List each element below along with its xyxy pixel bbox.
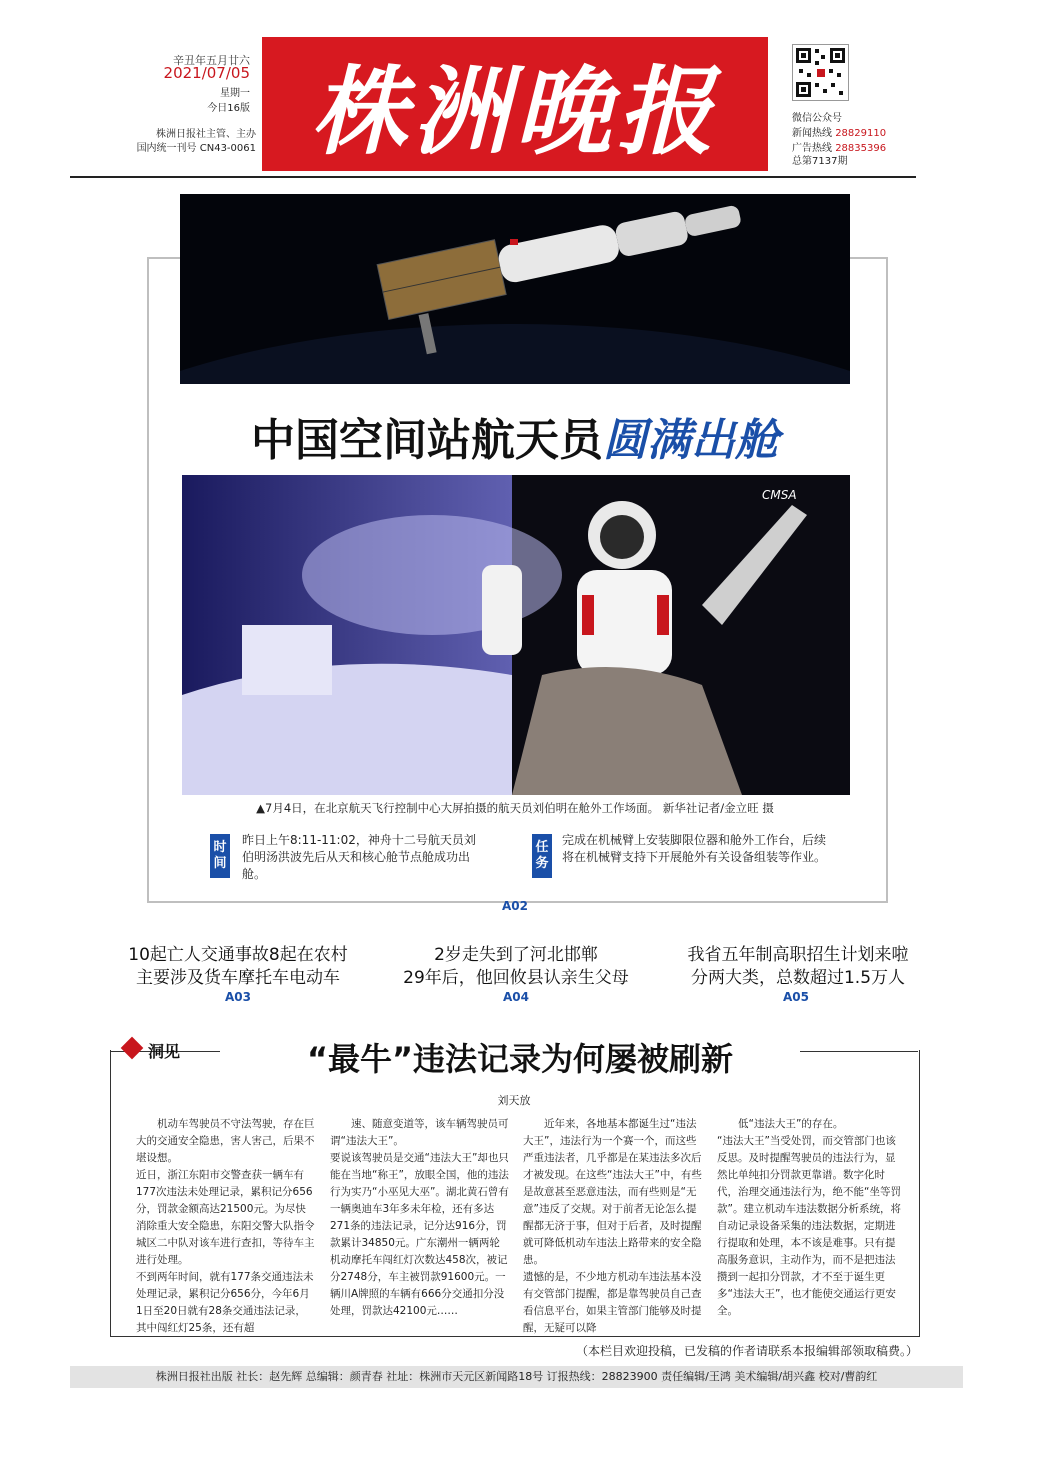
contribution-note: （本栏目欢迎投稿，已发稿的作者请联系本报编辑部领取稿费。） — [575, 1344, 918, 1358]
time-tag: 时间 — [210, 834, 230, 878]
headline-highlight: 圆满出舱 — [603, 415, 779, 466]
issue-number: 总第7137期 — [792, 156, 848, 167]
sponsor-text: 株洲日报社主管、主办 — [156, 129, 256, 140]
photo-caption: ▲7月4日，在北京航天飞行控制中心大屏拍摄的航天员刘伯明在舱外工作场面。 新华社记者/金立旺 摄 — [256, 801, 774, 815]
page-ref-a05[interactable]: A05 — [783, 990, 809, 1004]
column-author: 刘天放 — [497, 1094, 531, 1107]
column-label: 洞见 — [148, 1042, 181, 1061]
weekday: 星期一 — [220, 88, 250, 99]
column-text-1: 机动车驾驶员不守法驾驶，存在巨大的交通安全隐患，害人害己，后果不堪设想。 近日，浙江东阳市交警查获一辆车有177次违法未处理记录，累积记分656分，罚款金额高达21500元。为尽快消除重大安全隐患，东阳交警大队指令城区二中队对该车进行查扣，等待车主进行处理。 不到两年时间，就有177条交通违法未处理记录，累积记分656分，今年6月1日至20日就有28条交通违法记录，其中闯红灯25条，还有超 — [136, 1118, 315, 1334]
masthead-logo — [262, 37, 768, 171]
column-text-4: 低“违法大王”的存在。 “违法大王”当受处罚，而交管部门也该反思。及时提醒驾驶员的违法行为，显然比单纯扣分罚款更靠谱。数字化时代，治理交通违法行为，绝不能“坐等罚款”。建立机动车违法数据分析系统，将自动记录设备采集的违法数据，定期进行提取和处理，本不该是难事。只有提高服务意识，主动作为，而不是把违法攒到一起扣分罚款，才不至于诞生更多“违法大王”，也才能使交通运行更安全。 — [717, 1118, 901, 1317]
news-hotline: 28829110 — [835, 128, 887, 139]
page-ref-a02[interactable]: A02 — [502, 899, 528, 913]
page-ref-a04[interactable]: A04 — [503, 990, 529, 1004]
column-title: “最牛”违法记录为何屡被刷新 — [306, 1040, 734, 1078]
column-text-3: 近年来，各地基本都诞生过“违法大王”，违法行为一个赛一个，而这些严重违法者，几乎都是在某违法多次后才被发现。在这些“违法大王”中，有些是故意甚至恶意违法，而有些则是“无意”违反了交规。对于前者无论怎么提醒都无济于事，但对于后者，及时提醒就可降低机动车违法上路带来的安全隐患。 遗憾的是，不少地方机动车违法基本没有交管部门提醒，都是靠驾驶员自己查看信息平台，如果主管部门能够及时提醒，无疑可以降 — [523, 1118, 702, 1334]
page-ref-a03[interactable]: A03 — [225, 990, 251, 1004]
teaser-a04[interactable]: 2岁走失到了河北邯郸 29年后，他回攸县认亲生父母 — [403, 945, 629, 988]
page-count: 今日16版 — [207, 103, 250, 114]
column-top-rule-right — [800, 1051, 918, 1052]
astronaut-photo — [182, 475, 850, 795]
svg-text:CMSA: CMSA — [762, 488, 797, 502]
issue-date: 2021/07/05 — [163, 64, 250, 82]
teaser-a05[interactable]: 我省五年制高职招生计划来啦 分两大类，总数超过1.5万人 — [687, 945, 909, 988]
cn-number: 国内统一刊号 CN43-0061 — [136, 143, 256, 154]
feature-headline: 中国空间站航天员圆满出舱 — [251, 415, 779, 466]
lunar-date: 辛丑年五月廿六 — [173, 54, 250, 67]
masthead-rule — [70, 176, 916, 178]
qr-code-icon[interactable] — [792, 44, 849, 101]
column-text-2: 速、随意变道等，该车辆驾驶员可谓“违法大王”。 要说该驾驶员是交通“违法大王”却也只能在当地“称王”，放眼全国，他的违法行为实乃“小巫见大巫”。湖北黄石曾有一辆奥迪车3年多未年检，还有多达271条的违法记录，记分达916分，罚款累计34850元。广东潮州一辆两轮机动摩托车闯红灯次数达458次，被记分2748分，车主被罚款91600元。一辆川A牌照的车辆有666分交通扣分没处理，罚款达42100元…… — [330, 1118, 509, 1317]
hotlines: 新闻热线 28829110 广告热线 28835396 — [792, 128, 887, 154]
space-station-photo — [180, 194, 850, 384]
imprint-footer: 株洲日报社出版 社长：赵先辉 总编辑：颜青春 社址：株洲市天元区新闻路18号 订报热线：28823900 责任编辑/王鸿 美术编辑/胡兴鑫 校对/曹韵红 — [70, 1366, 963, 1388]
ad-hotline: 28835396 — [835, 143, 887, 154]
task-tag: 任务 — [532, 834, 552, 878]
teaser-a03[interactable]: 10起亡人交通事故8起在农村 主要涉及货车摩托车电动车 — [128, 945, 348, 988]
newspaper-title: 株洲晚报 — [311, 54, 719, 168]
time-blurb: 昨日上午8:11-11:02，神舟十二号航天员刘伯明汤洪波先后从天和核心舱节点舱成功出舱。 — [242, 833, 476, 881]
task-blurb: 完成在机械臂上安装脚限位器和舱外工作台，后续将在机械臂支持下开展舱外有关设备组装等作业。 — [562, 833, 827, 864]
wechat-label: 微信公众号 — [792, 113, 842, 124]
